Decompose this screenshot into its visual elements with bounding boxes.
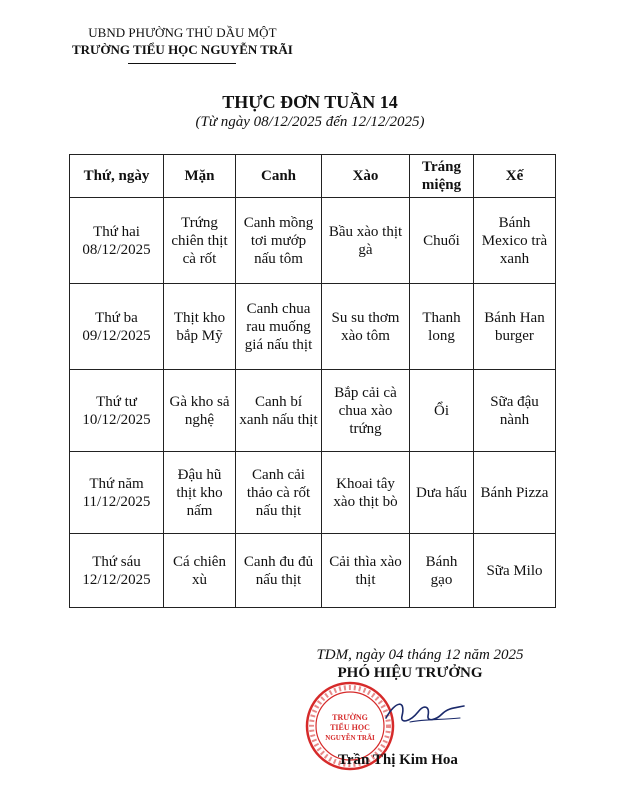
col-header-xe: Xế	[474, 155, 556, 198]
title-block	[0, 91, 620, 132]
day-date: 10/12/2025	[82, 411, 151, 428]
table-row	[70, 534, 556, 608]
trang-mieng-cell: Bánh gạo	[410, 534, 474, 608]
canh-cell: Canh cải thảo cà rốt nấu thịt	[236, 452, 322, 534]
table-row	[70, 198, 556, 284]
man-cell: Trứng chiên thịt cà rốt	[164, 198, 236, 284]
day-cell	[70, 284, 164, 370]
trang-mieng-cell: Thanh long	[410, 284, 474, 370]
day-cell	[70, 534, 164, 608]
xao-cell: Bầu xào thịt gà	[322, 198, 410, 284]
day-cell	[70, 198, 164, 284]
seal-text-line-1: TRƯỜNG	[332, 713, 368, 722]
day-date: 08/12/2025	[82, 241, 151, 258]
canh-cell: Canh bí xanh nấu thịt	[236, 370, 322, 452]
col-header-man: Mặn	[164, 155, 236, 198]
canh-cell: Canh mồng tơi mướp nấu tôm	[236, 198, 322, 284]
day-date: 12/12/2025	[82, 571, 151, 588]
man-cell: Thịt kho bắp Mỹ	[164, 284, 236, 370]
xao-cell: Khoai tây xào thịt bò	[322, 452, 410, 534]
xe-cell: Bánh Pizza	[474, 452, 556, 534]
header-underline	[128, 63, 236, 64]
menu-title: THỰC ĐƠN TUẦN 14	[222, 92, 398, 112]
day-name: Thứ tư	[96, 393, 137, 410]
handwritten-signature-icon	[380, 692, 470, 732]
col-header-trang-mieng: Tráng miệng	[410, 155, 474, 198]
day-name: Thứ sáu	[92, 553, 141, 570]
day-cell	[70, 370, 164, 452]
xao-cell: Su su thơm xào tôm	[322, 284, 410, 370]
xe-cell: Bánh Mexico trà xanh	[474, 198, 556, 284]
trang-mieng-cell: Dưa hấu	[410, 452, 474, 534]
table-row	[70, 284, 556, 370]
col-header-day: Thứ, ngày	[70, 155, 164, 198]
man-cell: Đậu hũ thịt kho nấm	[164, 452, 236, 534]
signature-block	[290, 645, 550, 681]
menu-date-range: (Từ ngày 08/12/2025 đến 12/12/2025)	[195, 114, 425, 130]
xao-cell: Bắp cải cà chua xào trứng	[322, 370, 410, 452]
table-row	[70, 370, 556, 452]
day-name: Thứ ba	[95, 309, 138, 326]
xe-cell: Bánh Han burger	[474, 284, 556, 370]
xe-cell: Sữa đậu nành	[474, 370, 556, 452]
trang-mieng-cell: Ổi	[410, 370, 474, 452]
seal-text-line-3: NGUYỄN TRÃI	[325, 734, 375, 742]
table-row	[70, 452, 556, 534]
col-header-xao: Xào	[322, 155, 410, 198]
canh-cell: Canh chua rau muống giá nấu thịt	[236, 284, 322, 370]
table-header-row	[70, 155, 556, 198]
col-header-canh: Canh	[236, 155, 322, 198]
signer-role: PHÓ HIỆU TRƯỞNG	[337, 665, 483, 681]
day-date: 11/12/2025	[82, 493, 151, 510]
document-header	[72, 24, 293, 58]
man-cell: Gà kho sả nghệ	[164, 370, 236, 452]
xe-cell: Sữa Milo	[474, 534, 556, 608]
day-cell	[70, 452, 164, 534]
canh-cell: Canh đu đủ nấu thịt	[236, 534, 322, 608]
day-date: 09/12/2025	[82, 327, 151, 344]
ubnd-line: UBND PHƯỜNG THỦ DẦU MỘT	[88, 25, 277, 40]
trang-mieng-cell: Chuối	[410, 198, 474, 284]
day-name: Thứ hai	[93, 223, 140, 240]
man-cell: Cá chiên xù	[164, 534, 236, 608]
signer-name: Trần Thị Kim Hoa	[338, 752, 458, 768]
school-name: TRƯỜNG TIỂU HỌC NGUYỄN TRÃI	[72, 42, 293, 57]
menu-table	[69, 154, 556, 608]
xao-cell: Cải thìa xào thịt	[322, 534, 410, 608]
day-name: Thứ năm	[89, 475, 144, 492]
place-date: TDM, ngày 04 tháng 12 năm 2025	[316, 647, 524, 663]
seal-text-line-2: TIỂU HỌC	[330, 723, 370, 732]
